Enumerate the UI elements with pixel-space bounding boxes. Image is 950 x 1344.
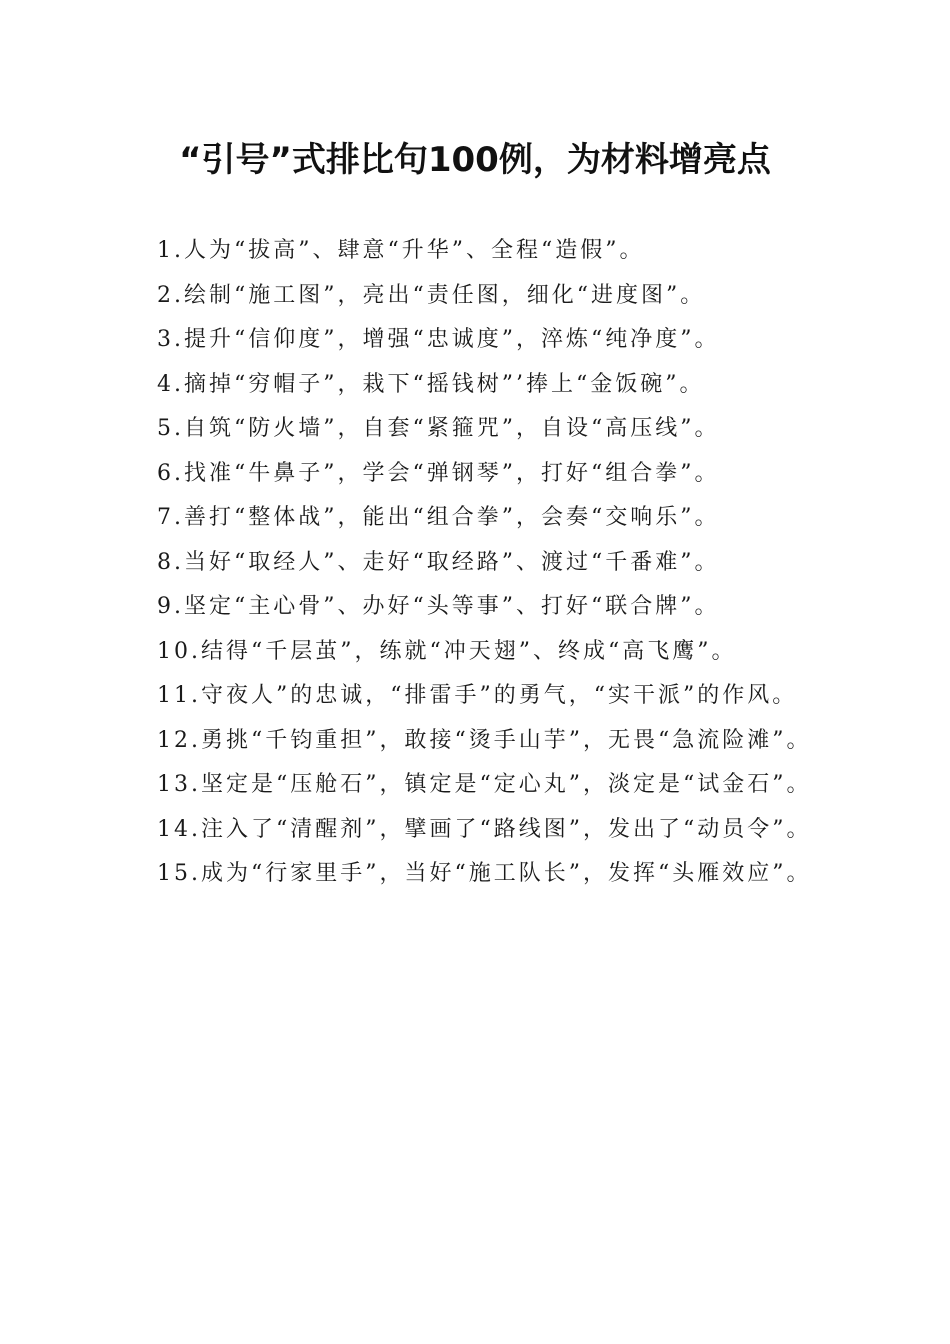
list-item: 4.摘掉“穷帽子”，栽下“摇钱树”’捧上“金饭碗”。 [157,371,705,397]
list-item: 14.注入了“清醒剂”，擘画了“路线图”，发出了“动员令”。 [157,816,812,842]
list-item: 2.绘制“施工图”，亮出“责任图，细化“进度图”。 [157,282,706,308]
list-item: 15.成为“行家里手”，当好“施工队长”，发挥“头雁效应”。 [157,861,812,886]
list-item: 12.勇挑“千钧重担”，敢接“烫手山芋”，无畏“急流险滩”。 [157,727,812,753]
list-item: 1.人为“拔高”、肆意“升华”、全程“造假”。 [157,238,645,263]
list-item: 5.自筑“防火墙”，自套“紧箍咒”，自设“高压线”。 [157,416,720,441]
list-item: 7.善打“整体战”，能出“组合拳”，会奏“交响乐”。 [157,505,720,530]
list-item: 10.结得“千层茧”，练就“冲天翅”、终成“高飞鹰”。 [157,638,737,664]
list-item: 3.提升“信仰度”，增强“忠诚度”，淬炼“纯净度”。 [157,327,720,352]
document-body [120,229,822,897]
document-title: “引号”式排比句100例，为材料增亮点 [179,140,771,180]
list-item: 13.坚定是“压舱石”，镇定是“定心丸”，淡定是“试金石”。 [157,772,812,797]
list-item: 9.坚定“主心骨”、办好“头等事”、打好“联合牌”。 [157,594,720,619]
list-item: 6.找准“牛鼻子”，学会“弹钢琴”，打好“组合拳”。 [157,460,720,486]
list-item: 8.当好“取经人”、走好“取经路”、渡过“千番难”。 [157,549,720,575]
list-item: 11.守夜人”的忠诚，“排雷手”的勇气，“实干派”的作风。 [157,683,798,708]
